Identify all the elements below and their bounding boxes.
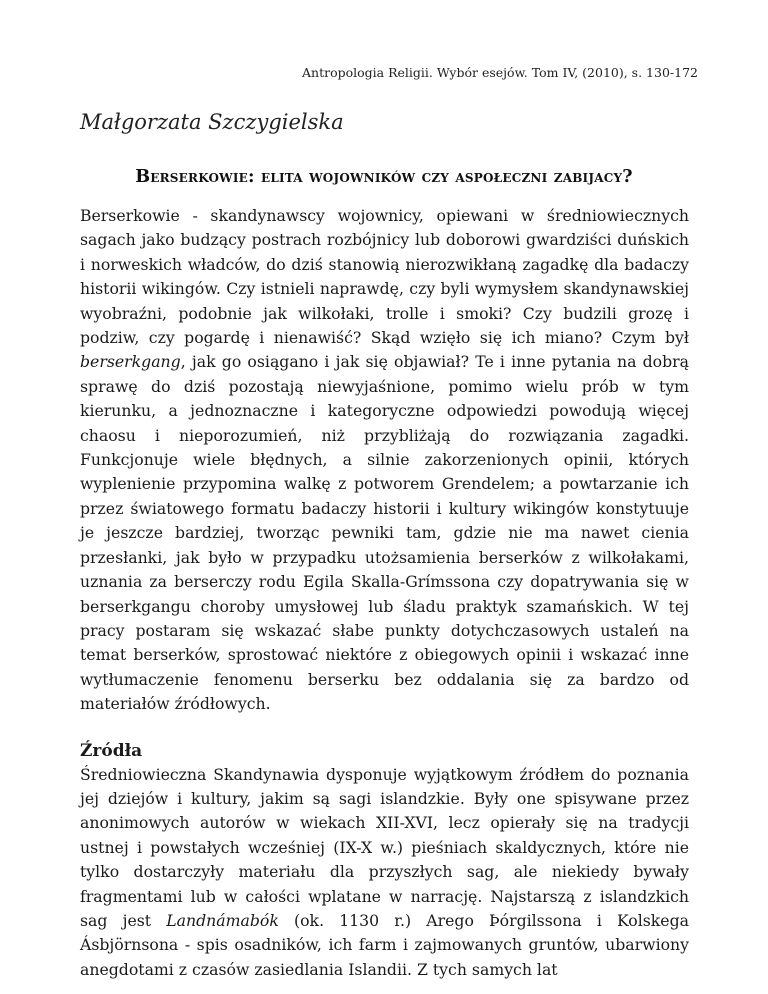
article-title: Berserkowie: elita wojowników czy aspołeczni zabijacy? <box>135 166 633 187</box>
article-body <box>80 204 689 982</box>
section-term: Landnámabók <box>166 910 279 930</box>
section-paragraph <box>80 763 689 983</box>
section-heading: Źródła <box>80 740 143 761</box>
intro-text-1: Berserkowie - skandynawscy wojownicy, opiewani w średniowiecznych sagach jako budzący postrach rozbójnicy lub doborowi gwardziści duńskich i norweskich władców, do dziś stanowią nierozwikłaną zagadkę dla badaczy historii wikingów. Czy istnieli naprawdę, czy byli wymysłem skandynawskiej wyobraźni, podobnie jak wilkołaki, trolle i smoki? Czy budzili grozę i podziw, czy pogardę i nienawiść? Skąd wzięło się ich miano? Czym był <box>80 206 689 348</box>
intro-paragraph <box>80 204 689 717</box>
section-text-2: (ok. 1130 r.) Arego Þórgilssona i Kolskega Ásbjörnsona - spis osadników, ich farm i zajmowanych gruntów, ubarwiony anegdotami z czasów zasiedlania Islandii. Z tych samych lat <box>80 910 689 979</box>
author-name: Małgorzata Szczygielska <box>80 110 344 134</box>
running-head: Antropologia Religii. Wybór esejów. Tom IV, (2010), s. 130-172 <box>302 65 698 80</box>
intro-term: berserkgang <box>80 352 181 372</box>
section-text-1: Średniowieczna Skandynawia dysponuje wyjątkowym źródłem do poznania jej dziejów i kultury, jakim są sagi islandzkie. Były one spisywane przez anonimowych autorów w wiekach XII-XVI, lecz opierały się na tradycji ustnej i powstałych wcześniej (IX-X w.) pieśniach skaldycznych, które nie tylko dostarczyły materiału dla przyszłych sag, ale niekiedy bywały fragmentami lub w całości wplatane w narrację. Najstarszą z islandzkich sag jest <box>80 764 689 930</box>
intro-text-2: , jak go osiągano i jak się objawiał? Te i inne pytania na dobrą sprawę do dziś pozostają niewyjaśnione, pomimo wielu prób w tym kierunku, a jednoznaczne i kategoryczne odpowiedzi powodują więcej chaosu i nieporozumień, niż przybliżają do rozwiązania zagadki. Funkcjonuje wiele błędnych, a silnie zakorzenionych opinii, których wyplenienie przypomina walkę z potworem Grendelem; a powtarzanie ich przez światowego formatu badaczy historii i kultury wikingów konstytuuje je jeszcze bardziej, tworząc pewniki tam, gdzie nie ma nawet cienia przesłanki, jak było w przypadku utożsamienia berserków z wilkołakami, uznania za berserczy rodu Egila Skalla-Grímssona czy dopatrywania się w berserkgangu choroby umysłowej lub śladu praktyk szamańskich. W tej pracy postaram się wskazać słabe punkty dotychczasowych ustaleń na temat berserków, sprostować niektóre z obiegowych opinii i wskazać inne wytłumaczenie fenomenu berserku bez oddalania się za bardzo od materiałów źródłowych. <box>80 352 689 714</box>
